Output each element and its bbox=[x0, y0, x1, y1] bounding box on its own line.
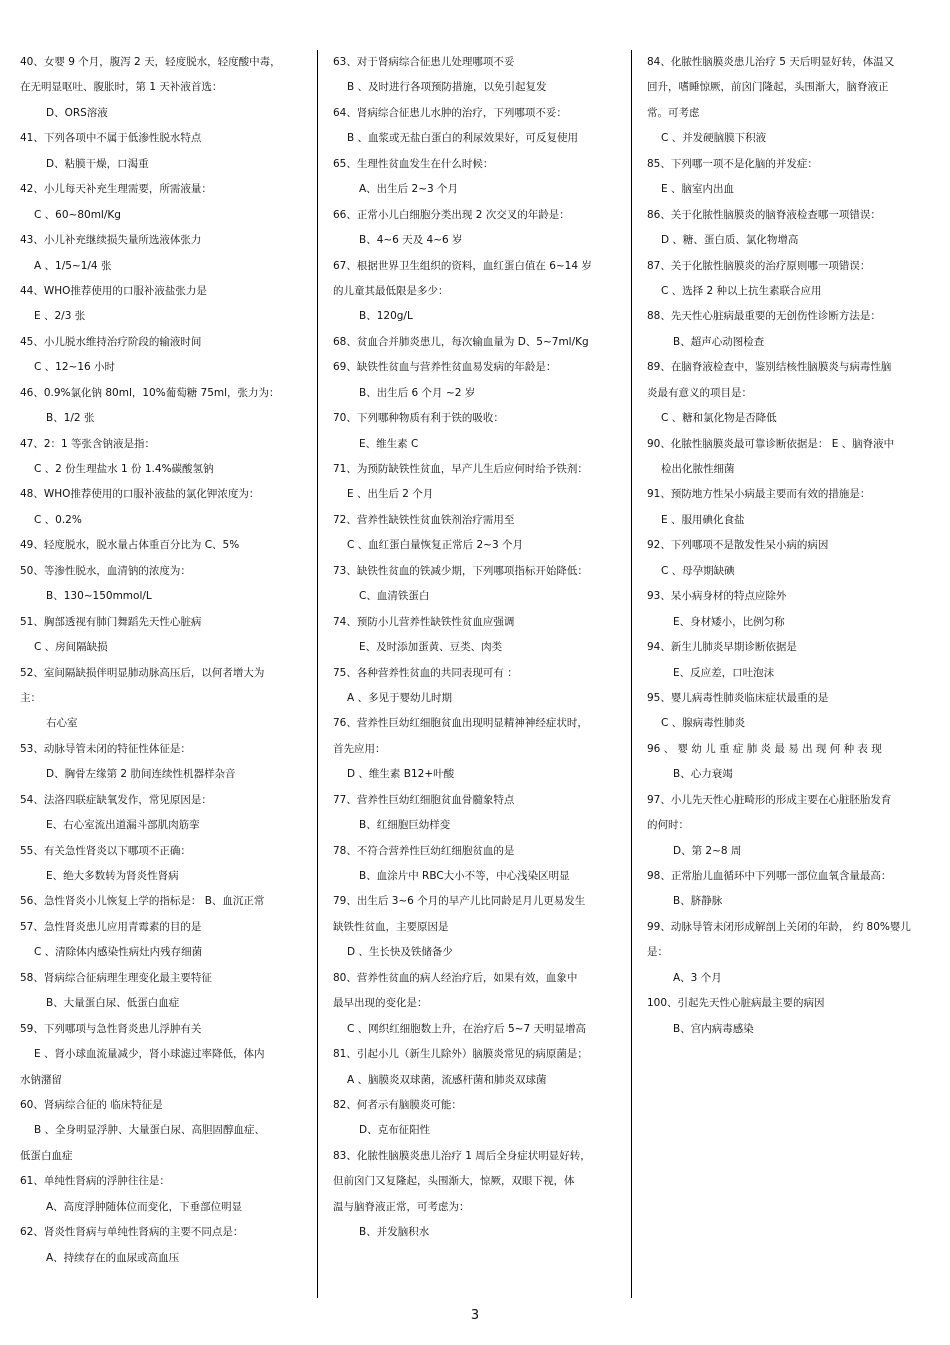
question-line: 43、小儿补充继续损失量所选液体张力 bbox=[20, 234, 202, 247]
question-line: 59、下列哪项与急性肾炎患儿浮肿有关 bbox=[20, 1022, 202, 1035]
question-line: 68、贫血合并肺炎患儿，每次输血量为 D、5~7ml/Kg bbox=[333, 335, 589, 348]
answer-line: D 、糖、蛋白质、氯化物增高 bbox=[661, 234, 799, 247]
answer-line: C 、腺病毒性肺炎 bbox=[661, 717, 746, 730]
question-line: 53、动脉导管未闭的特征性体征是： bbox=[20, 742, 191, 755]
answer-line: C 、12~16 小时 bbox=[34, 361, 116, 374]
answer-line: D、ORS溶液 bbox=[46, 106, 108, 119]
question-line: 40、女婴 9 个月，腹泻 2 天，轻度脱水，轻度酸中毒， bbox=[20, 56, 281, 68]
question-line: 58、肾病综合征病理生理变化最主要特征 bbox=[20, 971, 212, 984]
question-line: 64、肾病综合征患儿水肿的治疗，下列哪项不妥： bbox=[333, 106, 567, 119]
answer-line: C 、网织红细胞数上升，在治疗后 5~7 天明显增高 bbox=[347, 1022, 587, 1035]
question-line: 48、WHO推荐使用的口服补液盐的氯化钾浓度为： bbox=[20, 488, 260, 501]
answer-line: A、高度浮肿随体位而变化，下垂部位明显 bbox=[46, 1200, 243, 1213]
question-line: 76、营养性巨幼红细胞贫血出现明显精神神经症状时， bbox=[333, 717, 588, 730]
question-line: 92、下列哪项不是散发性呆小病的病因 bbox=[647, 539, 829, 552]
question-line: 最早出现的变化是： bbox=[333, 997, 428, 1010]
answer-line: C 、2 份生理盐水 1 份 1.4%碳酸氢钠 bbox=[34, 463, 214, 475]
question-line: 77、营养性巨幼红细胞贫血骨髓象特点 bbox=[333, 793, 515, 806]
question-line: 45、小儿脱水维持治疗阶段的输液时间 bbox=[20, 335, 202, 348]
question-line: 69、缺铁性贫血与营养性贫血易发病的年龄是： bbox=[333, 361, 557, 374]
answer-line: B 、全身明显浮肿、大量蛋白尿、高胆固醇血症、 bbox=[34, 1124, 266, 1137]
question-line: 93、呆小病身材的特点应除外 bbox=[647, 590, 787, 603]
question-line: 在无明显呕吐、腹胀时，第 1 天补液首选： bbox=[20, 81, 223, 94]
answer-line: E 、服用碘化食盐 bbox=[661, 513, 745, 526]
answer-line: B、心力衰竭 bbox=[673, 768, 733, 781]
answer-line: D 、生长快及铁储备少 bbox=[347, 946, 453, 959]
question-line: 95、婴儿病毒性肺炎临床症状最重的是 bbox=[647, 691, 829, 704]
answer-line: E 、肾小球血流量减少，肾小球滤过率降低，体内 bbox=[34, 1048, 265, 1061]
question-line: 96 、 婴 幼 儿 重 症 肺 炎 最 易 出 现 何 种 表 现 bbox=[647, 742, 882, 755]
answer-line: A、3 个月 bbox=[673, 971, 722, 984]
answer-line: B、脐静脉 bbox=[673, 895, 723, 908]
question-line: 71、为预防缺铁性贫血，早产儿生后应何时给予铁剂： bbox=[333, 463, 588, 475]
question-line: 63、对于肾病综合征患儿处理哪项不妥 bbox=[333, 56, 515, 68]
answer-line: B、4~6 天及 4~6 岁 bbox=[359, 234, 463, 247]
question-line: 91、预防地方性呆小病最主要而有效的措施是： bbox=[647, 488, 871, 501]
answer-line: A、持续存在的血尿或高血压 bbox=[46, 1251, 180, 1264]
question-line: 98、正常胎儿血循环中下列哪一部位血氧含量最高： bbox=[647, 870, 892, 882]
answer-line: E 、出生后 2 个月 bbox=[347, 488, 434, 501]
answer-line: B、130~150mmol/L bbox=[46, 590, 152, 603]
answer-line: E、反应差，口吐泡沫 bbox=[673, 666, 775, 679]
question-line: 84、化脓性脑膜炎患儿治疗 5 天后明显好转，体温又 bbox=[647, 56, 895, 68]
answer-line: B、血涂片中 RBC大小不等，中心浅染区明显 bbox=[359, 870, 570, 882]
answer-line: C 、母孕期缺碘 bbox=[661, 564, 735, 577]
answer-line: E、身材矮小，比例匀称 bbox=[673, 615, 785, 628]
question-line: 缺铁性贫血，主要原因是 bbox=[333, 920, 449, 933]
answer-line: C 、60~80ml/Kg bbox=[34, 208, 121, 221]
question-line: 42、小儿每天补充生理需要，所需液量： bbox=[20, 183, 212, 196]
answer-line: B 、血浆或无盐白蛋白的利尿效果好，可反复使用 bbox=[347, 132, 579, 145]
question-line: 72、营养性缺铁性贫血铁剂治疗需用至 bbox=[333, 513, 515, 526]
question-line: 水钠潴留 bbox=[20, 1073, 62, 1086]
question-line: 74、预防小儿营养性缺铁性贫血应强调 bbox=[333, 615, 515, 628]
question-line: 100、引起先天性心脏病最主要的病因 bbox=[647, 997, 825, 1010]
column-divider-2 bbox=[631, 50, 632, 1298]
question-line: 首先应用： bbox=[333, 742, 386, 755]
answer-line: C 、清除体内感染性病灶内残存细菌 bbox=[34, 946, 203, 959]
question-line: 60、肾病综合征的 临床特征是 bbox=[20, 1098, 163, 1111]
answer-line: E、右心室流出道漏斗部肌肉筋挛 bbox=[46, 819, 200, 832]
question-line: 常。可考虑 bbox=[647, 106, 700, 119]
question-line: 51、胸部透视有肺门舞蹈先天性心脏病 bbox=[20, 615, 202, 628]
question-line: 97、小儿先天性心脏畸形的形成主要在心脏胚胎发育 bbox=[647, 793, 892, 806]
answer-line: B、出生后 6 个月 ~2 岁 bbox=[359, 386, 476, 399]
question-line: 的何时： bbox=[647, 819, 689, 832]
question-line: 的儿童其最低限是多少： bbox=[333, 284, 449, 297]
question-line: 炎最有意义的项目是： bbox=[647, 386, 752, 399]
question-line: 是： bbox=[647, 946, 668, 959]
answer-line: B、红细胞巨幼样变 bbox=[359, 819, 451, 832]
question-line: 主： bbox=[20, 691, 41, 704]
answer-line: E、维生素 C bbox=[359, 437, 419, 450]
answer-line: A、出生后 2~3 个月 bbox=[359, 183, 459, 196]
answer-line: C 、房间隔缺损 bbox=[34, 641, 108, 654]
answer-line: C 、0.2% bbox=[34, 513, 82, 526]
answer-line: C 、选择 2 种以上抗生素联合应用 bbox=[661, 284, 822, 297]
question-line: 81、引起小儿（新生儿除外）脑膜炎常见的病原菌是； bbox=[333, 1048, 588, 1061]
answer-line: E、绝大多数转为肾炎性肾病 bbox=[46, 870, 179, 882]
question-line: 但前囟门又复隆起，头围渐大，惊厥，双眼下视，体 bbox=[333, 1175, 575, 1188]
question-line: 79、出生后 3~6 个月的早产儿比同龄足月儿更易发生 bbox=[333, 895, 586, 908]
answer-line: B 、及时进行各项预防措施，以免引起复发 bbox=[347, 81, 547, 94]
question-line: 80、营养性贫血的病人经治疗后，如果有效，血象中 bbox=[333, 971, 578, 984]
column-2 bbox=[333, 50, 623, 1246]
question-line: 67、根据世界卫生组织的资料，血红蛋白值在 6~14 岁 bbox=[333, 259, 592, 272]
question-line: 75、各种营养性贫血的共同表现可有 ： bbox=[333, 666, 518, 679]
answer-line: B、宫内病毒感染 bbox=[673, 1022, 754, 1035]
question-line: 88、先天性心脏病最重要的无创伤性诊断方法是： bbox=[647, 310, 881, 323]
column-1 bbox=[20, 50, 302, 1271]
question-line: 47、2：1 等张含钠液是指： bbox=[20, 437, 156, 450]
question-line: 89、在脑脊液检查中，鉴别结核性脑膜炎与病毒性脑 bbox=[647, 361, 892, 374]
question-line: 83、化脓性脑膜炎患儿治疗 1 周后全身症状明显好转， bbox=[333, 1149, 591, 1162]
question-line: 62、肾炎性肾病与单纯性肾病的主要不同点是： bbox=[20, 1226, 244, 1239]
question-line: 46、0.9%氯化钠 80ml，10%葡萄糖 75ml，张力为： bbox=[20, 386, 280, 399]
question-line: 70、下列哪种物质有利于铁的吸收： bbox=[333, 412, 504, 425]
page-number: 3 bbox=[470, 1308, 480, 1323]
answer-line: B、大量蛋白尿、低蛋白血症 bbox=[46, 997, 180, 1010]
answer-line: E 、2/3 张 bbox=[34, 310, 86, 323]
answer-line: D、克布征阳性 bbox=[359, 1124, 431, 1137]
question-line: 41、下列各项中不属于低渗性脱水特点 bbox=[20, 132, 202, 145]
question-line: 低蛋白血症 bbox=[20, 1149, 73, 1162]
question-line: 94、新生儿肺炎早期诊断依据是 bbox=[647, 641, 797, 654]
answer-line: A 、1/5~1/4 张 bbox=[34, 259, 112, 272]
question-line: 回升，嗜睡惊厥，前囟门隆起，头围渐大，脑脊液正 bbox=[647, 81, 889, 94]
answer-line: 检出化脓性细菌 bbox=[661, 463, 735, 475]
question-line: 50、等渗性脱水，血清钠的浓度为： bbox=[20, 564, 191, 577]
answer-line: D、胸骨左缘第 2 肋间连续性机器样杂音 bbox=[46, 768, 236, 781]
question-line: 55、有关急性肾炎以下哪项不正确： bbox=[20, 844, 191, 857]
question-line: 73、缺铁性贫血的铁减少期，下列哪项指标开始降低： bbox=[333, 564, 588, 577]
answer-line: B、120g/L bbox=[359, 310, 413, 323]
answer-line: D、粘膜干燥，口渴重 bbox=[46, 157, 149, 170]
answer-line: A 、多见于婴幼儿时期 bbox=[347, 691, 453, 704]
answer-line: B、超声心动图检查 bbox=[673, 335, 765, 348]
question-line: 57、急性肾炎患儿应用青霉素的目的是 bbox=[20, 920, 202, 933]
answer-line: C、血清铁蛋白 bbox=[359, 590, 430, 603]
answer-line: 右心室 bbox=[46, 717, 78, 730]
column-divider-1 bbox=[317, 50, 318, 1298]
question-line: 65、生理性贫血发生在什么时候： bbox=[333, 157, 494, 170]
question-line: 66、正常小儿白细胞分类出现 2 次交叉的年龄是： bbox=[333, 208, 570, 221]
question-line: 85、下列哪一项不是化脑的并发症： bbox=[647, 157, 818, 170]
answer-line: D、第 2~8 周 bbox=[673, 844, 742, 857]
answer-line: C 、血红蛋白量恢复正常后 2~3 个月 bbox=[347, 539, 524, 552]
answer-line: B、1/2 张 bbox=[46, 412, 95, 425]
question-line: 61、单纯性肾病的浮肿往往是： bbox=[20, 1175, 170, 1188]
answer-line: B、并发脑积水 bbox=[359, 1226, 430, 1239]
question-line: 99、动脉导管未闭形成解剖上关闭的年龄， 约 80%婴儿 bbox=[647, 920, 911, 933]
question-line: 78、不符合营养性巨幼红细胞贫血的是 bbox=[333, 844, 515, 857]
column-3 bbox=[647, 50, 929, 1042]
question-line: 90、化脓性脑膜炎最可靠诊断依据是： E 、脑脊液中 bbox=[647, 437, 895, 450]
answer-line: E、及时添加蛋黄、豆类、肉类 bbox=[359, 641, 503, 654]
answer-line: A 、脑膜炎双球菌，流感杆菌和肺炎双球菌 bbox=[347, 1073, 547, 1086]
question-line: 54、法洛四联症缺氧发作，常见原因是： bbox=[20, 793, 212, 806]
question-line: 44、WHO推荐使用的口服补液盐张力是 bbox=[20, 284, 207, 297]
question-line: 56、急性肾炎小儿恢复上学的指标是： B、血沉正常 bbox=[20, 895, 265, 908]
answer-line: C 、并发硬脑膜下积液 bbox=[661, 132, 767, 145]
question-line: 86、关于化脓性脑膜炎的脑脊液检查哪一项错误： bbox=[647, 208, 881, 221]
answer-line: D 、维生素 B12+叶酸 bbox=[347, 768, 455, 781]
answer-line: C 、糖和氯化物是否降低 bbox=[661, 412, 777, 425]
question-line: 52、室间隔缺损伴明显肺动脉高压后，以何者增大为 bbox=[20, 666, 265, 679]
question-line: 49、轻度脱水，脱水量占体重百分比为 C、5% bbox=[20, 539, 240, 552]
question-line: 87、关于化脓性脑膜炎的治疗原则哪一项错误： bbox=[647, 259, 871, 272]
question-line: 82、何者示有脑膜炎可能： bbox=[333, 1098, 462, 1111]
answer-line: E 、脑室内出血 bbox=[661, 183, 734, 196]
question-line: 温与脑脊液正常，可考虑为： bbox=[333, 1200, 470, 1213]
